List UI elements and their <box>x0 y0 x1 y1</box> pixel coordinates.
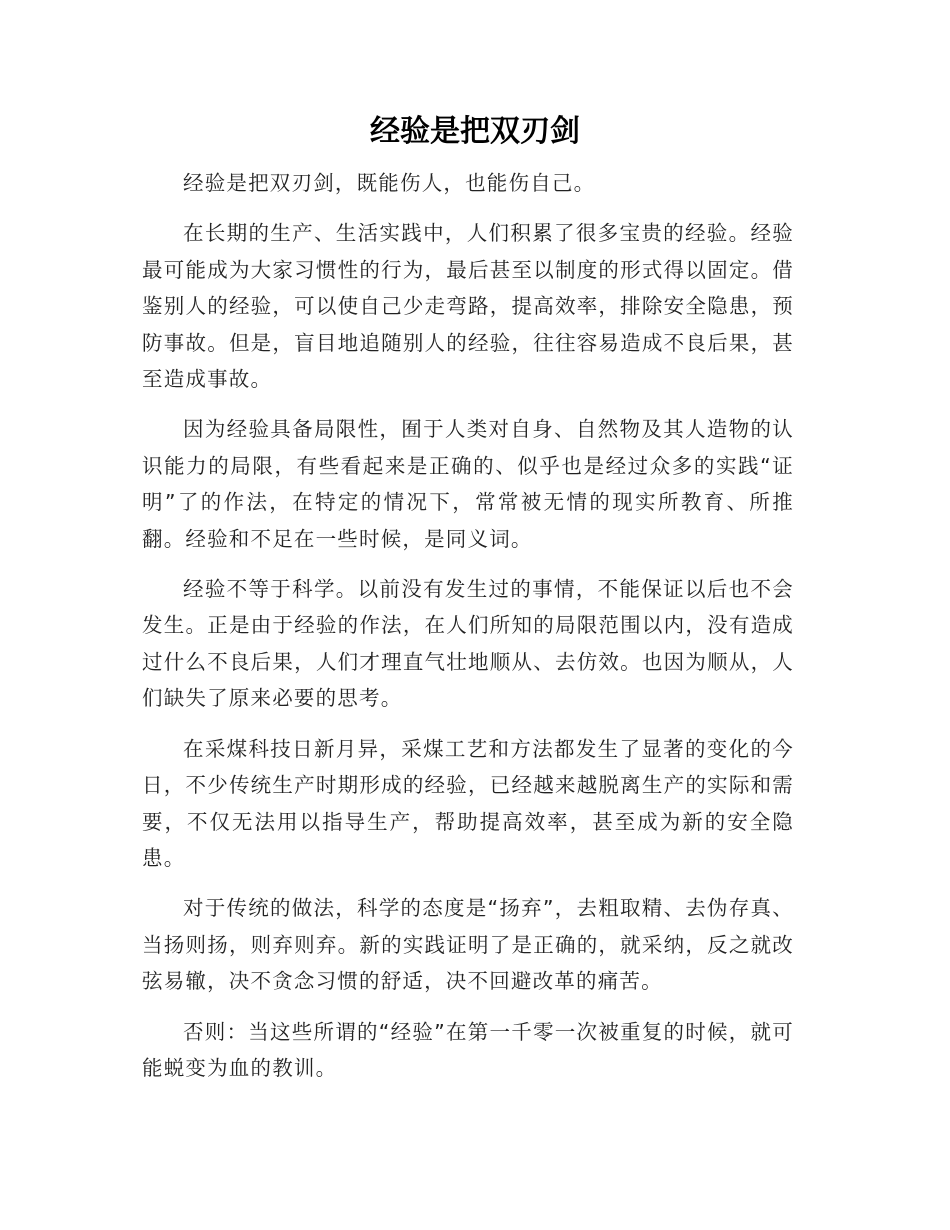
paragraph-7: 否则：当这些所谓的“经验”在第一千零一次被重复的时候，就可能蜕变为血的教训。 <box>142 1019 794 1080</box>
paragraph-5: 在采煤科技日新月异，采煤工艺和方法都发生了显著的变化的今日，不少传统生产时期形成的经验，已经越来越脱离生产的实际和需要，不仅无法用以指导生产，帮助提高效率，甚至成为新的安全隐患。 <box>142 736 794 870</box>
document-body <box>142 165 794 1100</box>
paragraph-4: 经验不等于科学。以前没有发生过的事情，不能保证以后也不会发生。正是由于经验的作法，在人们所知的局限范围以内，没有造成过什么不良后果，人们才理直气壮地顺从、去仿效。也因为顺从，人们缺失了原来必要的思考。 <box>142 577 794 711</box>
paragraph-3: 因为经验具备局限性，囿于人类对自身、自然物及其人造物的认识能力的局限，有些看起来是正确的、似乎也是经过众多的实践“证明”了的作法，在特定的情况下，常常被无情的现实所教育、所推翻。经验和不足在一些时候，是同义词。 <box>142 417 794 551</box>
paragraph-6: 对于传统的做法，科学的态度是“扬弃”，去粗取精、去伪存真、当扬则扬，则弃则弃。新的实践证明了是正确的，就采纳，反之就改弦易辙，决不贪念习惯的舒适，决不回避改革的痛苦。 <box>142 896 794 994</box>
paragraph-1: 经验是把双刃剑，既能伤人，也能伤自己。 <box>183 171 596 195</box>
paragraph-2: 在长期的生产、生活实践中，人们积累了很多宝贵的经验。经验最可能成为大家习惯性的行为，最后甚至以制度的形式得以固定。借鉴别人的经验，可以使自己少走弯路，提高效率，排除安全隐患，预防事故。但是，盲目地追随别人的经验，往往容易造成不良后果，甚至造成事故。 <box>142 221 794 392</box>
document-title: 经验是把双刃剑 <box>370 114 580 149</box>
